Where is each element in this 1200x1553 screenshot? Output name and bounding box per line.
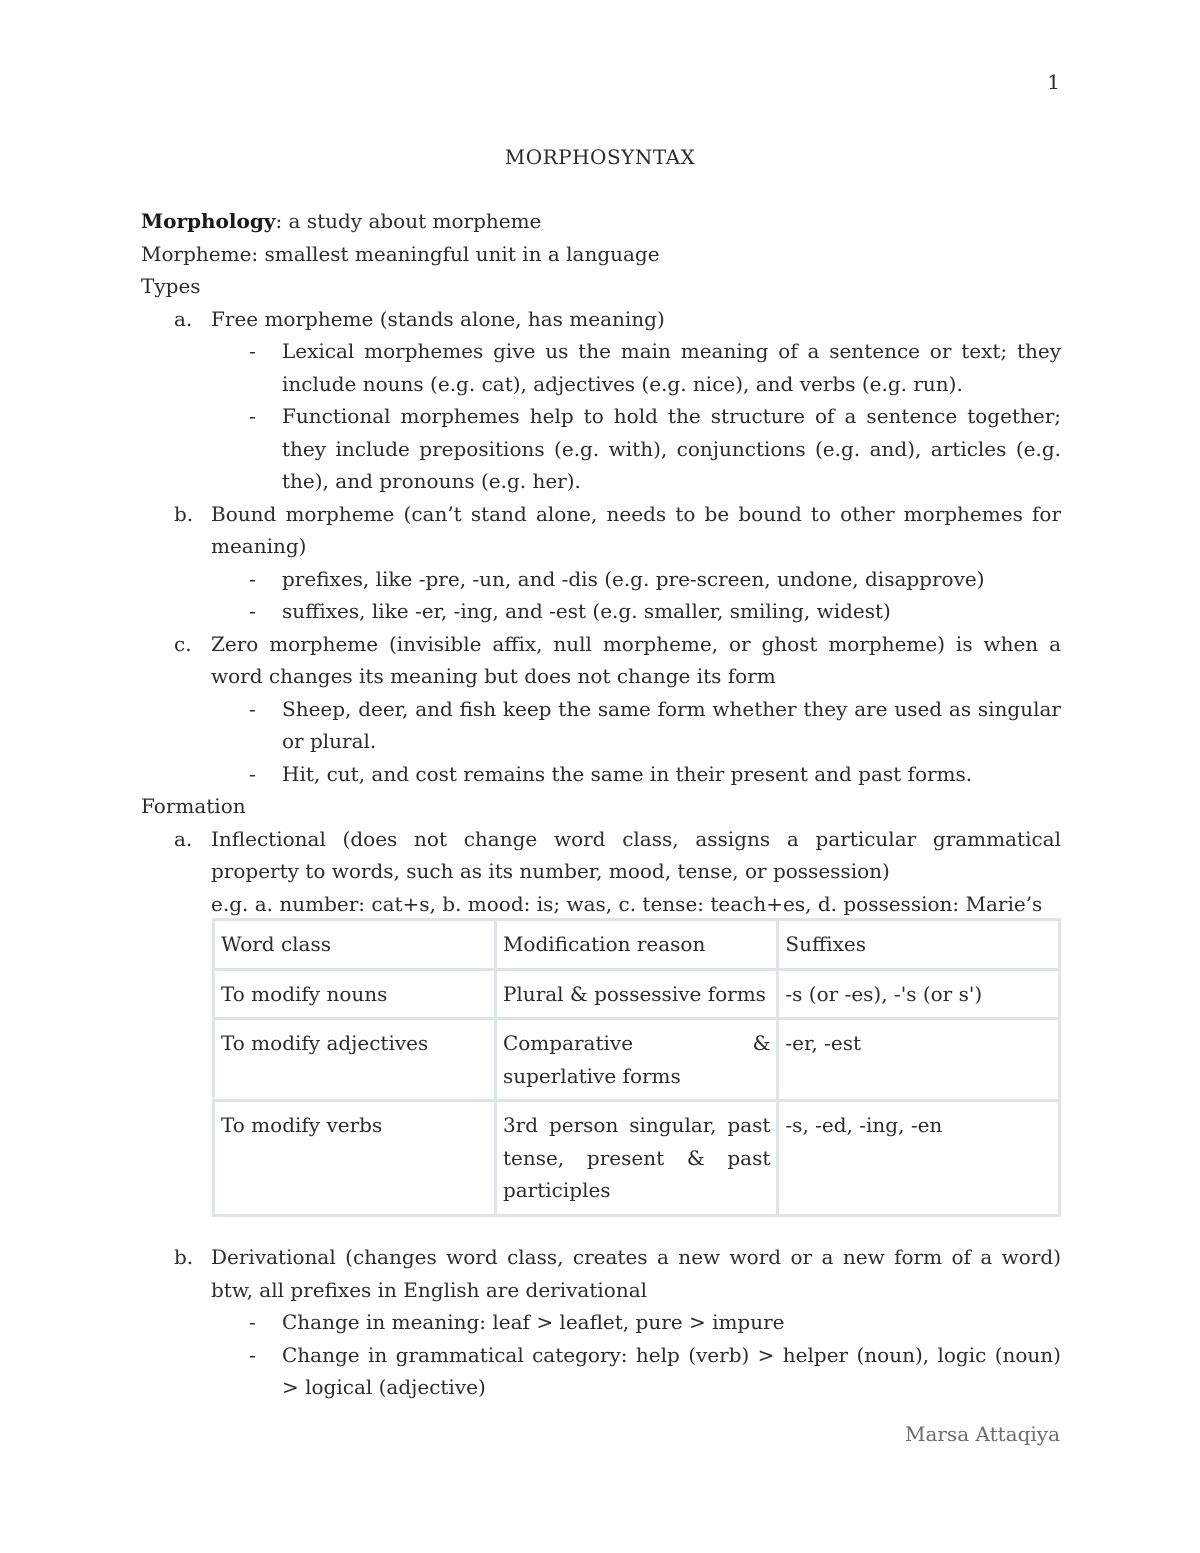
bullet-text: Change in grammatical category: help (verb) > helper (noun), logic (noun) > logical (adjective) xyxy=(282,1342,1061,1399)
table-cell: -er, -est xyxy=(778,1019,1060,1101)
bullet-point xyxy=(211,758,1061,791)
list-marker: b. xyxy=(174,501,194,526)
morpheme-definition: Morpheme: smallest meaningful unit in a language xyxy=(141,241,660,266)
dash-marker: - xyxy=(249,404,256,428)
formation-item-derivational xyxy=(141,1241,1061,1306)
author-footer: Marsa Attaqiya xyxy=(904,1422,1060,1446)
types-heading: Types xyxy=(141,274,201,298)
bullet-text: Sheep, deer, and fish keep the same form whether they are used as singular or plural. xyxy=(282,696,1061,753)
morphology-definition-text: : a study about morpheme xyxy=(275,209,542,233)
bullet-point xyxy=(211,595,1061,628)
bullet-point xyxy=(211,563,1061,596)
page-title: MORPHOSYNTAX xyxy=(504,145,696,169)
table-cell: -s (or -es), -'s (or s') xyxy=(778,969,1060,1019)
bullet-point xyxy=(211,693,1061,758)
bullet-point xyxy=(211,335,1061,400)
bullet-point xyxy=(211,400,1061,498)
dash-marker: - xyxy=(249,566,256,591)
bullet-text: Hit, cut, and cost remains the same in their present and past forms. xyxy=(282,761,973,786)
formation-text: Derivational (changes word class, creates a new word or a new form of a word) btw, all prefixes in English are derivational xyxy=(211,1245,1061,1302)
list-marker: a. xyxy=(174,306,193,331)
dash-marker: - xyxy=(249,696,256,721)
table-cell: Plural & possessive forms xyxy=(495,969,777,1019)
list-marker: b. xyxy=(174,1245,194,1269)
table-row xyxy=(214,1019,1060,1101)
dash-marker: - xyxy=(249,761,256,786)
table-cell: 3rd person singular, past tense, present & past participles xyxy=(495,1101,777,1216)
list-marker: c. xyxy=(174,631,192,656)
bullet-text: suffixes, like -er, -ing, and -est (e.g. smaller, smiling, widest) xyxy=(282,599,891,623)
formation-text: Inflectional (does not change word class, assigns a particular grammatical property to words, such as its number, mood, tense, or possession) xyxy=(211,826,1061,883)
bullet-text: Lexical morphemes give us the main meaning of a sentence or text; they include nouns (e.g. cat), adjectives (e.g. nice), and verbs (e.g. run). xyxy=(282,339,1061,396)
inflection-table xyxy=(212,918,1061,1217)
type-item-free xyxy=(141,303,1061,336)
table-cell: To modify verbs xyxy=(214,1101,496,1216)
table-header-cell: Suffixes xyxy=(778,920,1060,970)
inflectional-example: e.g. a. number: cat+s, b. mood: is; was, c. tense: teach+es, d. possession: Marie’s xyxy=(211,891,1043,916)
bullet-point xyxy=(211,1306,1061,1339)
bullet-text: Change in meaning: leaf > leaflet, pure > impure xyxy=(282,1310,785,1334)
table-header-cell: Modification reason xyxy=(495,920,777,970)
table-cell: To modify nouns xyxy=(214,969,496,1019)
dash-marker: - xyxy=(249,339,256,363)
table-header-row xyxy=(214,920,1060,970)
dash-marker: - xyxy=(249,1342,256,1367)
page-number: 1 xyxy=(1047,70,1060,94)
type-text: Bound morpheme (can’t stand alone, needs to be bound to other morphemes for meaning) xyxy=(211,501,1061,558)
type-item-bound xyxy=(141,498,1061,563)
type-item-zero xyxy=(141,628,1061,693)
morphology-term: Morphology xyxy=(141,209,276,233)
table-cell: To modify adjectives xyxy=(214,1019,496,1101)
bullet-text: Functional morphemes help to hold the structure of a sentence together; they include prepositions (e.g. with), conjunctions (e.g. and), articles (e.g. the), and pronouns (e.g. her). xyxy=(282,404,1061,493)
type-text: Free morpheme (stands alone, has meaning) xyxy=(211,306,665,331)
table-cell: Comparative & superlative forms xyxy=(495,1019,777,1101)
morphology-definition xyxy=(141,205,1061,238)
dash-marker: - xyxy=(249,1310,256,1334)
bullet-point xyxy=(211,1339,1061,1404)
table-row xyxy=(214,1101,1060,1216)
table-row xyxy=(214,969,1060,1019)
bullet-text: prefixes, like -pre, -un, and -dis (e.g. pre-screen, undone, disapprove) xyxy=(282,566,985,591)
formation-heading: Formation xyxy=(141,794,246,818)
document-body xyxy=(141,205,1061,920)
table-header-cell: Word class xyxy=(214,920,496,970)
list-marker: a. xyxy=(174,826,193,851)
type-text: Zero morpheme (invisible affix, null morpheme, or ghost morpheme) is when a word changes its meaning but does not change its form xyxy=(211,631,1061,688)
derivational-section xyxy=(141,1241,1061,1404)
dash-marker: - xyxy=(249,599,256,623)
table-cell: -s, -ed, -ing, -en xyxy=(778,1101,1060,1216)
formation-item-inflectional xyxy=(141,823,1061,888)
